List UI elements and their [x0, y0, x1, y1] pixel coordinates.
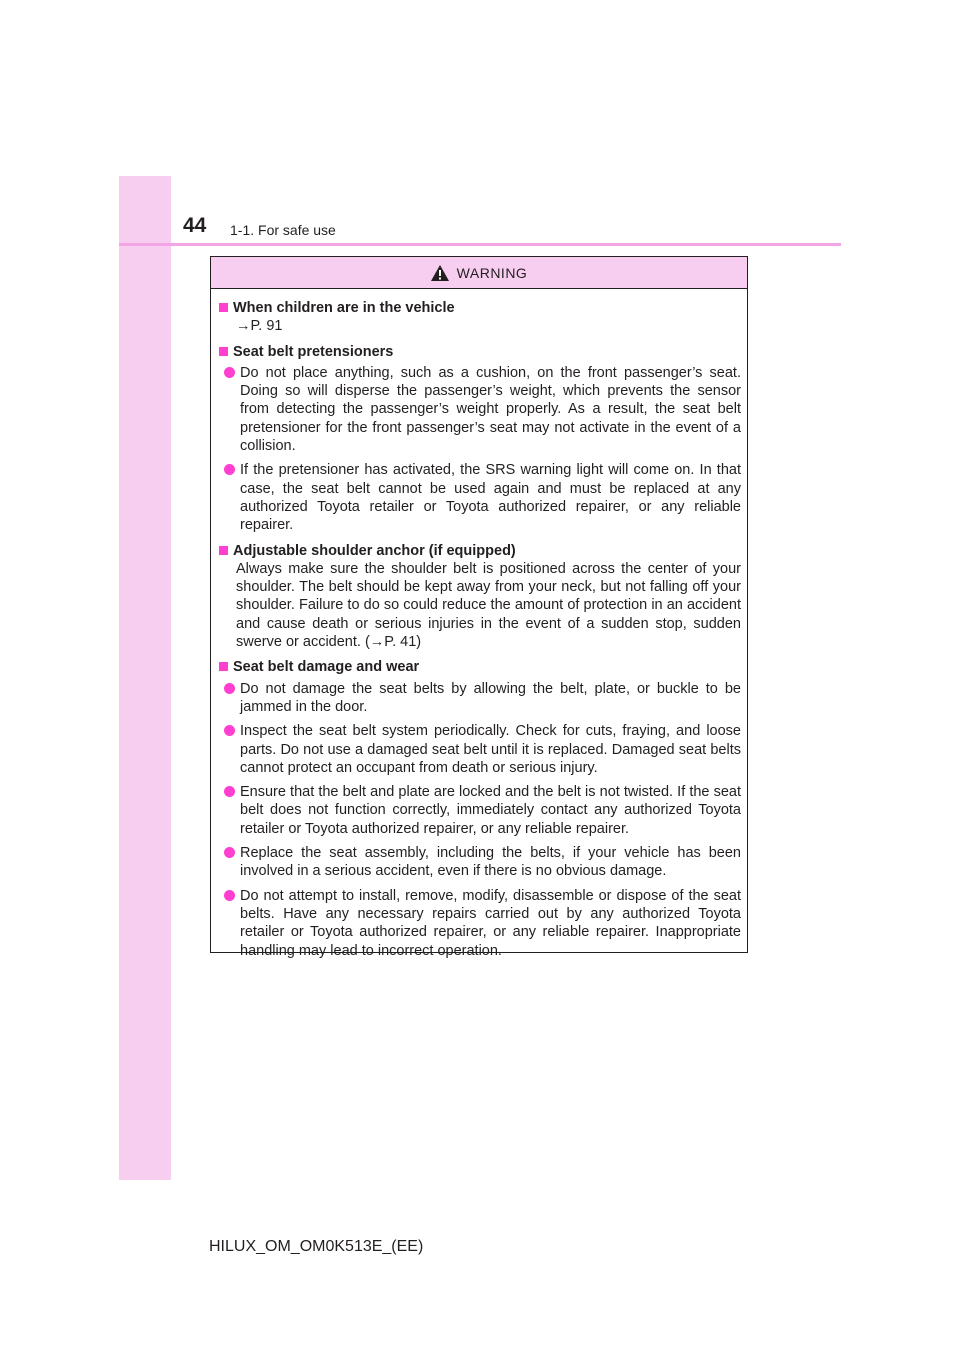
list-item: Inspect the seat belt system periodically. Check for cuts, fraying, and loose parts. Do not use a damaged seat belt until it is replaced. Damaged seat belts cannot protect an occupant from death or serious injury. — [217, 722, 741, 777]
list-item: If the pretensioner has activated, the SRS warning light will come on. In that case, the seat belt cannot be used again and must be replaced at any authorized Toyota retailer or Toyota authorized repairer, or any reliable repairer. — [217, 461, 741, 534]
list-item: Ensure that the belt and plate are locked and the belt is not twisted. If the seat belt does not function correctly, immediately contact any authorized Toyota retailer or Toyota authorized repairer, or any reliable repairer. — [217, 783, 741, 838]
square-bullet-icon — [219, 546, 228, 555]
section-pretensioners — [217, 343, 741, 535]
side-tab-band — [119, 176, 171, 1180]
list-item: Replace the seat assembly, including the belts, if your vehicle has been involved in a serious accident, even if there is no obvious damage. — [217, 844, 741, 881]
section-damage-wear — [217, 658, 741, 959]
section-children — [217, 299, 741, 336]
warning-triangle-icon — [431, 265, 449, 281]
section-heading: Seat belt pretensioners — [233, 343, 394, 360]
header-divider — [119, 243, 841, 246]
list-item: Do not damage the seat belts by allowing the belt, plate, or buckle to be jammed in the door. — [217, 680, 741, 717]
section-heading: When children are in the vehicle — [233, 300, 455, 316]
section-heading: Seat belt damage and wear — [233, 659, 420, 676]
round-bullet-icon — [224, 786, 235, 797]
page-reference: →P. 91 — [236, 318, 283, 335]
warning-body — [211, 289, 747, 960]
section-paragraph: Always make sure the shoulder belt is positioned across the center of your shoulder. The belt should be kept away from your neck, but not falling off your shoulder. Failure to do so could reduce the amount of protection in an accident and cause death or serious injuries in the event of a sudden stop, sudden swerve or accident. (→P. 41) — [236, 560, 741, 651]
round-bullet-icon — [224, 725, 235, 736]
round-bullet-icon — [224, 367, 235, 378]
round-bullet-icon — [224, 890, 235, 901]
warning-header — [211, 257, 747, 289]
page-number: 44 — [183, 214, 207, 237]
warning-box — [210, 256, 748, 959]
square-bullet-icon — [219, 303, 228, 312]
section-title: 1-1. For safe use — [230, 222, 336, 238]
square-bullet-icon — [219, 347, 228, 356]
round-bullet-icon — [224, 847, 235, 858]
round-bullet-icon — [224, 464, 235, 475]
warning-title: WARNING — [456, 264, 528, 281]
list-item: Do not place anything, such as a cushion, on the front passenger’s seat. Doing so will disperse the passenger’s weight, which prevents the sensor from detecting the passenger’s weight properly. As a result, the seat belt pretensioner for the front passenger’s seat may not activate in the event of a collision. — [217, 364, 741, 455]
list-item: Do not attempt to install, remove, modify, disassemble or dispose of the seat belts. Have any necessary repairs carried out by any authorized Toyota retailer or Toyota authorized repairer, or any reliable repairer. Inappropriate handling may lead to incorrect operation. — [217, 887, 741, 960]
square-bullet-icon — [219, 662, 228, 671]
round-bullet-icon — [224, 683, 235, 694]
section-heading: Adjustable shoulder anchor (if equipped) — [233, 542, 516, 559]
section-shoulder-anchor — [217, 542, 741, 652]
document-code: HILUX_OM_OM0K513E_(EE) — [209, 1238, 424, 1255]
